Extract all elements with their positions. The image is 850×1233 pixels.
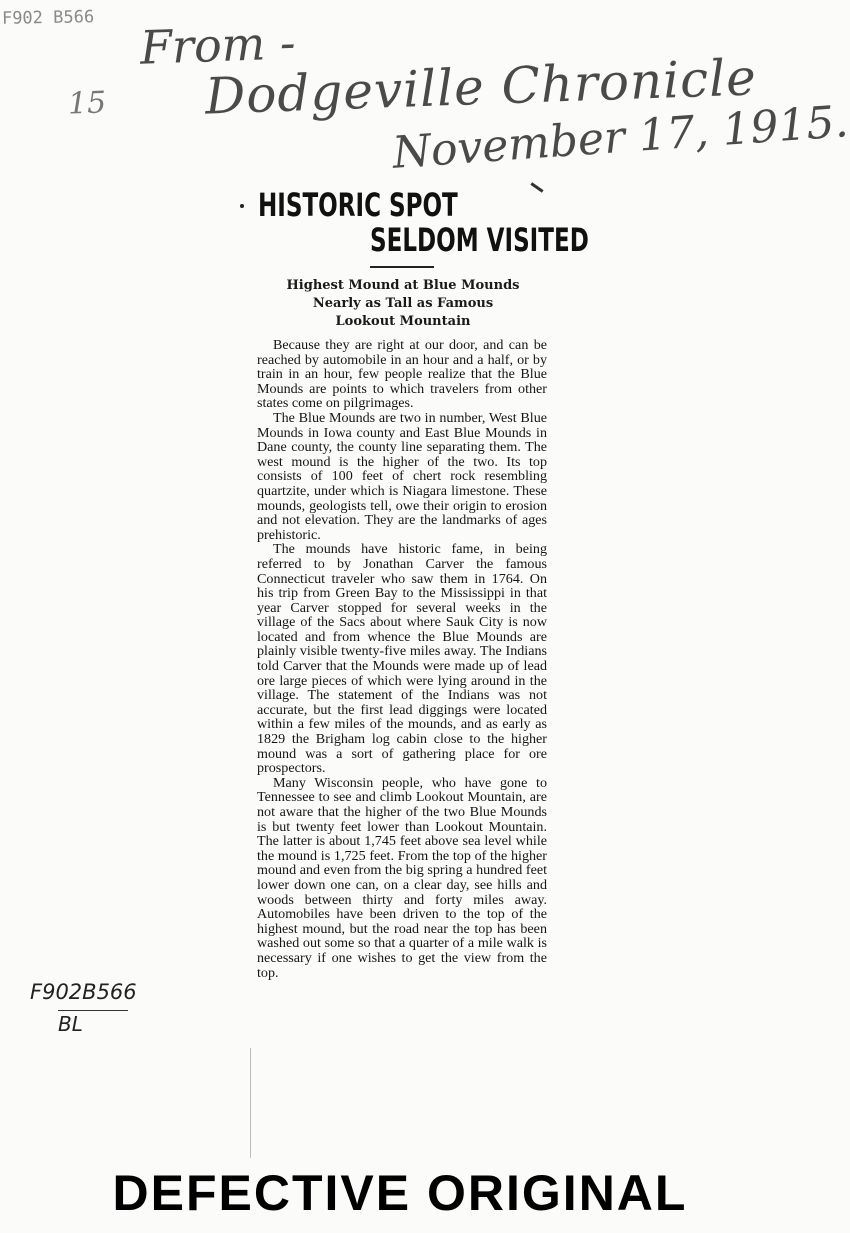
archive-stamp: F902 B566 bbox=[1, 7, 95, 29]
article-paragraph-4: Many Wisconsin people, who have gone to Tennessee to see and climb Lookout Mountain, are not aware that the higher of the two Blue Mounds is but twenty feet lower than Lookout Mountain. The latter is about 1,745 feet above sea level while the mound is 1,725 feet. From the top of the higher mound and even from the big spring a hundred feet lower down one can, on a clear day, see hills and woods between thirty and forty miles away. Automobiles have been driven to the top of the highest mound, but the road near the top has been washed out some so that a quarter of a mile walk is necessary if one wishes to get the view from the top. bbox=[257, 774, 547, 981]
scan-mark bbox=[530, 182, 543, 192]
call-number: F902B566 bbox=[30, 980, 137, 1004]
subheadline-line-3: Lookout Mountain bbox=[335, 314, 471, 329]
article-body bbox=[257, 338, 547, 980]
call-number-suffix: BL bbox=[58, 1012, 83, 1036]
handwritten-date: November 17, 1915. bbox=[390, 96, 850, 179]
headline-line-1: HISTORIC SPOT bbox=[258, 186, 458, 224]
headline-bullet bbox=[240, 204, 244, 208]
headline-line-2: SELDOM VISITED bbox=[370, 221, 589, 259]
handwritten-item-number: 15 bbox=[67, 85, 107, 122]
subheadline-line-2: Nearly as Tall as Famous bbox=[312, 296, 494, 311]
headline-divider bbox=[370, 266, 434, 268]
handwritten-newspaper-name: Dodgeville Chronicle bbox=[204, 48, 758, 126]
defective-original-stamp: DEFECTIVE ORIGINAL bbox=[112, 1165, 688, 1221]
article-paragraph-3: The mounds have historic fame, in being referred to by Jonathan Carver the famous Connecticut traveler who saw them in 1764. On his trip from Green Bay to the Mississippi in that year Carver stopped for several weeks in the village of the Sacs about where Sauk City is now located and from whence the Blue Mounds are plainly visible twenty-five miles away. The Indians told Carver that the Mounds were made up of lead ore large pieces of which were lying around in the village. The statement of the Indians was not accurate, but the first lead diggings were located within a few miles of the mounds, and as early as 1829 the Brigham log cabin close to the higher mound was a sort of gathering place for ore prospectors. bbox=[257, 541, 547, 777]
article-paragraph-2: The Blue Mounds are two in number, West Blue Mounds in Iowa county and East Blue Mounds in Dane county, the county line separating them. The west mound is the higher of the two. Its top consists of 100 feet of chert rock resembling quartzite, under which is Niagara limestone. These mounds, geologists tell, owe their origin to erosion and not elevation. They are the landmarks of ages prehistoric. bbox=[257, 409, 547, 543]
article-paragraph-1: Because they are right at our door, and can be reached by automobile in an hour and a half, or by train in an hour, few people realize that the Blue Mounds are points to which travelers from other states come on pilgrimages. bbox=[257, 337, 547, 412]
column-edge-line bbox=[250, 1048, 251, 1158]
handwritten-from: From - bbox=[139, 15, 297, 75]
call-number-underline bbox=[58, 1010, 128, 1011]
subheadline-line-1: Highest Mound at Blue Mounds bbox=[286, 278, 520, 293]
